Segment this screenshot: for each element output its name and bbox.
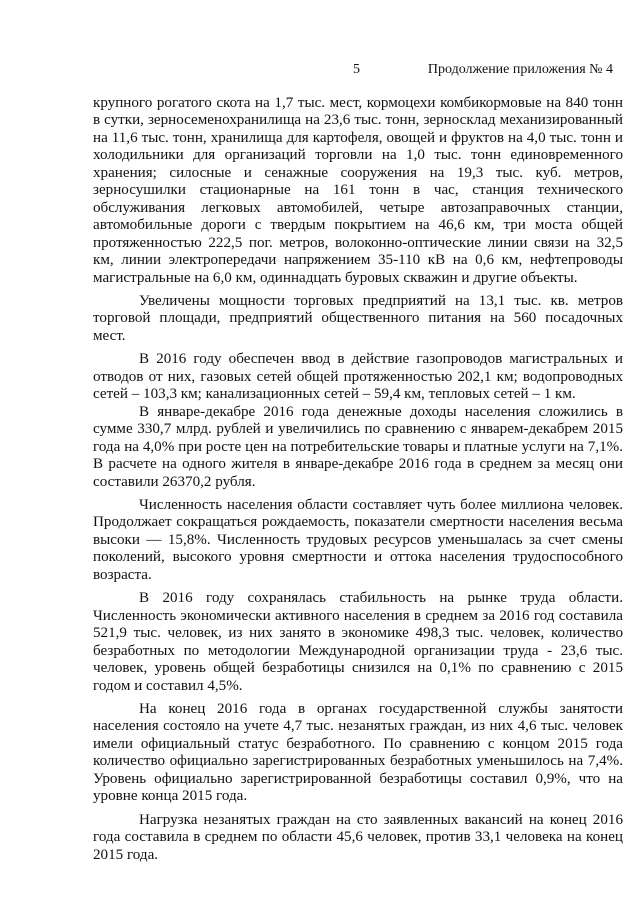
- paragraph-labor-market: В 2016 году сохранялась стабильность на рынке труда области. Численность экономически активного населения в среднем за 2016 год составила 521,9 тыс. человек, из них занято в экономике 498,3 тыс. человек, количество безработных по методологии Международной организации труда - 23,6 тыс. человек, уровень общей безработицы снизился на 0,1% по сравнению с 2015 годом и составил 4,5%.: [93, 590, 623, 694]
- paragraph-income: В январе-декабре 2016 года денежные доходы населения сложились в сумме 330,7 млрд. рублей и увеличились по сравнению с январем-декабрем 2015 года на 4,0% при росте цен на потребительские товары и платные услуги на 7,1%. В расчете на одного жителя в январе-декабре 2016 года в среднем за месяц они составили 26370,2 рубля.: [93, 403, 623, 490]
- page-number: 5: [353, 62, 360, 77]
- paragraph-trade-capacity: Увеличены мощности торговых предприятий на 13,1 тыс. кв. метров торговой площади, предприятий общественного питания на 560 посадочных мест.: [93, 292, 623, 344]
- paragraph-gas-networks: В 2016 году обеспечен ввод в действие газопроводов магистральных и отводов от них, газовых сетей общей протяженностью 202,1 км; водопроводных сетей – 103,3 км; канализационных сетей – 59,4 км, тепловых сетей – 1 км.: [93, 351, 623, 403]
- paragraph-population: Численность населения области составляет чуть более миллиона человек. Продолжает сокращаться рождаемость, показатели смертности населения весьма высоки — 15,8%. Численность трудовых ресурсов уменьшалась за счет смены поколений, высокого уровня смертности и оттока населения трудоспособного возраста.: [93, 496, 623, 583]
- document-body: [93, 95, 623, 864]
- page-header: [93, 60, 613, 80]
- paragraph-vacancy-load: Нагрузка незанятых граждан на сто заявленных вакансий на конец 2016 года составила в среднем по области 45,6 человек, против 33,1 человека на конец 2015 года.: [93, 811, 623, 863]
- paragraph-unemployment: На конец 2016 года в органах государственной службы занятости населения состояло на учете 4,7 тыс. незанятых граждан, из них 4,6 тыс. человек имели официальный статус безработного. По сравнению с концом 2015 года количество официально зарегистрированных безработных уменьшилось на 7,4%. Уровень официально зарегистрированной безработицы составил 0,9%, что на уровне конца 2015 года.: [93, 700, 623, 805]
- paragraph-continued: крупного рогатого скота на 1,7 тыс. мест, кормоцехи комбикормовые на 840 тонн в сутки, зерносеменохранилища на 23,6 тыс. тонн, зерносклад механизированный на 11,6 тыс. тонн, хранилища для картофеля, овощей и фруктов на 4,0 тыс. тонн и холодильники для организаций торговли на 1,0 тыс. тонн единовременного хранения; силосные и сенажные сооружения на 19,3 тыс. куб. метров, зерносушилки стационарные на 161 тонн в час, станция технического обслуживания легковых автомобилей, четыре автозаправочных станции, автомобильные дороги с твердым покрытием на 46,6 км, три моста общей протяженностью 222,5 пог. метров, волоконно-оптические линии связи на 32,5 км, линии электропередачи напряжением 35-110 кВ на 0,6 км, нефтепроводы магистральные на 6,0 км, одиннадцать буровых скважин и другие объекты.: [93, 95, 623, 286]
- appendix-label: Продолжение приложения № 4: [427, 62, 613, 77]
